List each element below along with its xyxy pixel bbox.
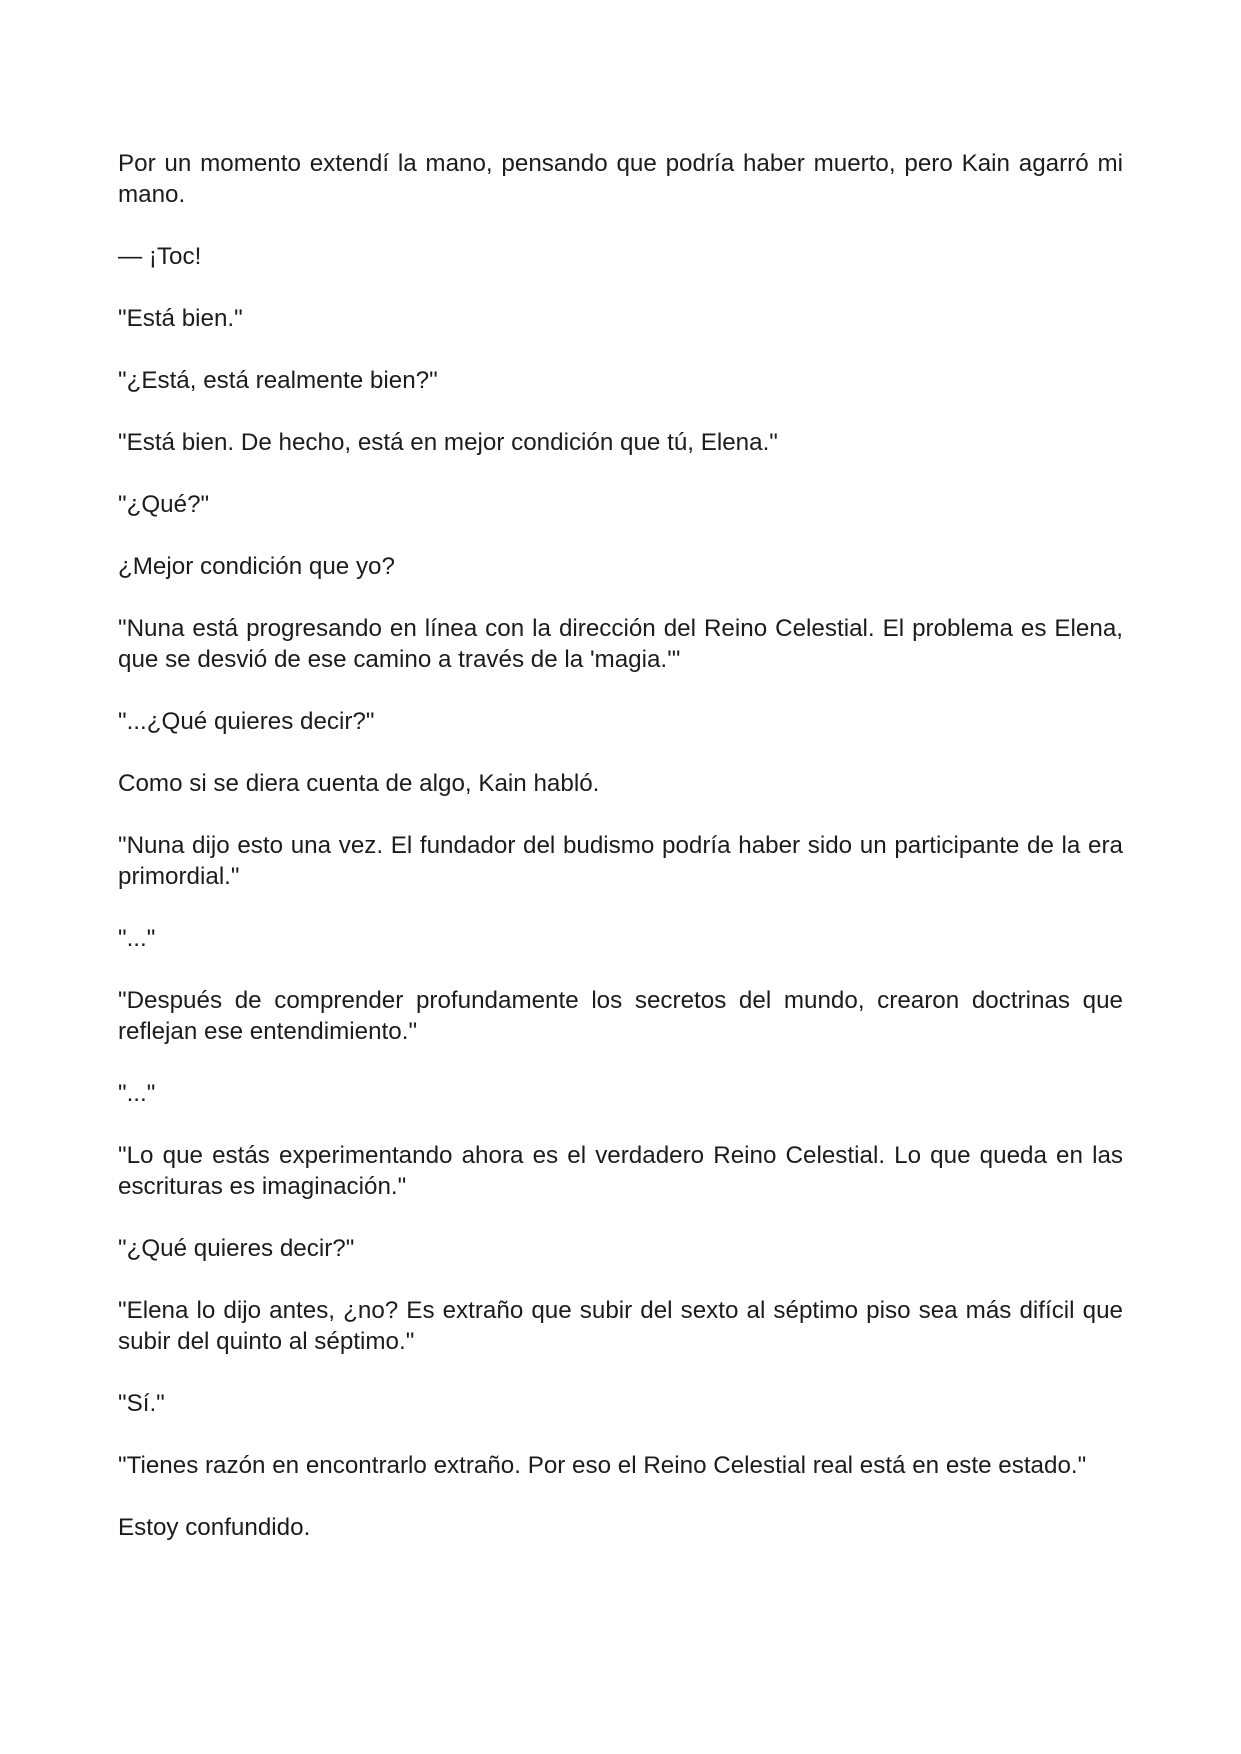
paragraph: "..." <box>118 1080 156 1107</box>
paragraph: "Tienes razón en encontrarlo extraño. Por eso el Reino Celestial real está en este estado." <box>118 1452 1087 1479</box>
paragraph: "¿Está, está realmente bien?" <box>118 367 438 394</box>
paragraph: "¿Qué quieres decir?" <box>118 1235 355 1262</box>
paragraph: "Lo que estás experimentando ahora es el verdadero Reino Celestial. Lo que queda en las escrituras es imaginación." <box>118 1142 1123 1200</box>
paragraph: "Nuna dijo esto una vez. El fundador del budismo podría haber sido un participante de la era primordial." <box>118 832 1123 890</box>
paragraph: "Sí." <box>118 1390 165 1417</box>
paragraph: Por un momento extendí la mano, pensando que podría haber muerto, pero Kain agarró mi mano. <box>118 150 1123 208</box>
paragraph: "...¿Qué quieres decir?" <box>118 708 375 735</box>
document-body <box>118 148 1123 1574</box>
paragraph: "Está bien. De hecho, está en mejor condición que tú, Elena." <box>118 429 778 456</box>
paragraph: "Después de comprender profundamente los secretos del mundo, crearon doctrinas que reflejan ese entendimiento." <box>118 987 1123 1045</box>
paragraph: "Nuna está progresando en línea con la dirección del Reino Celestial. El problema es Elena, que se desvió de ese camino a través de la 'magia.'" <box>118 615 1123 673</box>
paragraph: — ¡Toc! <box>118 243 202 270</box>
paragraph: "Está bien." <box>118 305 243 332</box>
paragraph: "..." <box>118 925 156 952</box>
paragraph: "Elena lo dijo antes, ¿no? Es extraño que subir del sexto al séptimo piso sea más difícil que subir del quinto al séptimo." <box>118 1297 1123 1355</box>
paragraph: Estoy confundido. <box>118 1514 311 1541</box>
paragraph: "¿Qué?" <box>118 491 210 518</box>
paragraph: ¿Mejor condición que yo? <box>118 553 395 580</box>
paragraph: Como si se diera cuenta de algo, Kain habló. <box>118 770 600 797</box>
